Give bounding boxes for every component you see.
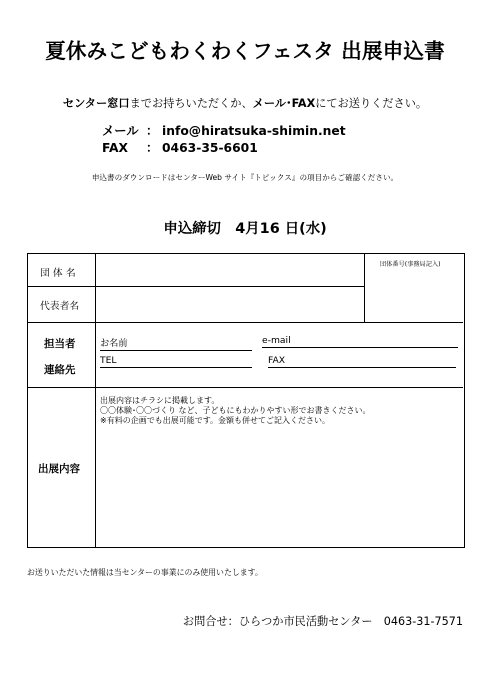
instructions-text-1: までお持ちいただくか、 <box>129 97 253 110</box>
group-number-label: 団体番号(事務局記入) <box>380 261 441 268</box>
instructions-mail-fax: メール･FAX <box>252 97 316 110</box>
group-name-field[interactable] <box>97 256 362 285</box>
label-column-divider <box>95 254 96 547</box>
contact-email-field[interactable]: e-mail <box>262 335 458 348</box>
contact-name-field[interactable]: お名前 <box>100 335 252 351</box>
contact-info-label: 連絡先 <box>44 364 76 376</box>
email-contact-row <box>102 121 346 139</box>
deadline: 申込締切 4月16 日(水) <box>163 221 327 237</box>
email-label: メール <box>102 124 139 138</box>
group-number-field <box>367 270 461 320</box>
group-number-divider <box>364 254 365 322</box>
instructions-center-window: センター窓口 <box>62 97 130 110</box>
fax-number: 0463-35-6601 <box>162 141 258 155</box>
exhibit-content-field[interactable] <box>97 430 461 544</box>
page-title: 夏休みこどもわくわくフェスタ 出展申込書 <box>45 39 445 63</box>
representative-field[interactable] <box>97 289 362 320</box>
fax-contact-row <box>102 138 258 156</box>
application-form-table <box>27 253 465 548</box>
representative-label: 代表者名 <box>40 301 80 312</box>
email-separator: ： <box>146 124 159 138</box>
exhibit-content-label: 出展内容 <box>38 463 80 475</box>
exhibit-notes <box>100 396 371 426</box>
inquiry-contact: お問合せ：ひらつか市民活動センター 0463-31-7571 <box>182 615 463 628</box>
row-divider-contact <box>28 322 463 323</box>
contact-fax-field[interactable]: FAX <box>268 355 456 368</box>
privacy-note: お送りいただいた情報は当センターの事業にのみ使用いたします。 <box>27 568 263 577</box>
exhibit-note-2: 〇〇体験･〇〇づくり など、子どもにもわかりやすい形でお書きください。 <box>100 406 371 415</box>
person-in-charge-label: 担当者 <box>44 338 76 350</box>
fax-separator: ： <box>146 141 159 155</box>
submission-instructions <box>0 95 490 111</box>
exhibit-note-3: ※有料の企画でも出展可能です。金額も併せてご記入ください。 <box>100 416 331 425</box>
email-address[interactable]: info@hiratsuka-shimin.net <box>162 124 346 138</box>
row-divider-exhibit <box>28 387 463 388</box>
group-name-label: 団 体 名 <box>40 268 76 279</box>
exhibit-note-1: 出展内容はチラシに掲載します。 <box>100 396 220 405</box>
row-divider-group-rep <box>28 286 364 287</box>
instructions-text-2: にてお送りください。 <box>315 97 428 110</box>
contact-tel-field[interactable]: TEL <box>100 355 252 368</box>
download-note: 申込書のダウンロードはセンターWeb サイト『トピックス』の項目からご確認ください。 <box>91 173 399 182</box>
fax-label: FAX <box>102 141 128 155</box>
